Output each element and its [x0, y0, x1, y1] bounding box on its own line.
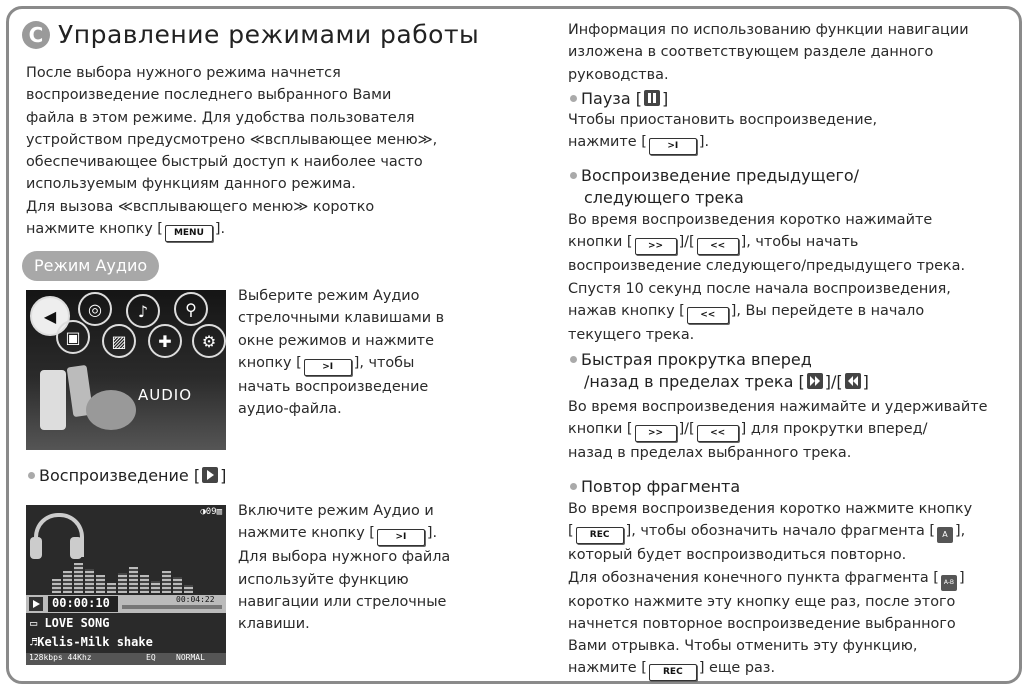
rec-key-icon: REC [649, 664, 697, 681]
text [568, 131, 1018, 155]
play-key-icon: >I [304, 359, 352, 376]
total-time: 00:04:22 [176, 595, 215, 604]
page-title: Управление режимами работы [58, 20, 480, 49]
play-button-icon [202, 467, 218, 483]
eq-bar [85, 569, 94, 593]
eq-bar [63, 571, 72, 593]
progress-track [122, 605, 222, 609]
text: Информация по использованию функции навигации [568, 22, 969, 38]
text [238, 522, 508, 546]
play-key-icon: >I [377, 529, 425, 546]
text [568, 567, 1018, 591]
bullet-icon [28, 472, 35, 479]
rewind-icon [845, 373, 861, 389]
bitrate: 128kbps 44Khz [29, 653, 92, 662]
text: кнопку [ [238, 354, 302, 371]
text: Быстрая прокрутка вперед [581, 350, 812, 369]
play-mode: NORMAL [176, 653, 205, 662]
speaker-icon: ◀ [30, 296, 70, 336]
photo-icon: ▨ [102, 324, 136, 358]
menu-key-icon: MENU [165, 225, 213, 242]
eq-bar [151, 581, 160, 593]
equalizer-visual [52, 553, 222, 593]
text: Воспроизведение предыдущего/ [581, 166, 860, 185]
text: ] [862, 372, 869, 391]
text: окне режимов и нажмите [238, 332, 434, 349]
text: Во время воспроизведения нажимайте и удерживайте [568, 399, 988, 415]
text: ] [220, 466, 227, 485]
text: следующего трека [584, 188, 744, 207]
text: Воспроизведение [ [39, 466, 201, 485]
text: навигации или стрелочные [238, 593, 447, 610]
intro-line: Для вызова ≪всплывающего меню≫ коротко [26, 198, 375, 215]
headphones-graphic [86, 390, 136, 430]
fast-scroll-heading [570, 349, 869, 393]
text: стрелочными клавишами в [238, 310, 445, 327]
bullet-icon [570, 172, 577, 179]
intro-line: После выбора нужного режима начнется [26, 65, 341, 81]
pause-button-icon [644, 90, 660, 106]
speaker-graphic [40, 370, 66, 430]
play-key-icon: >I [649, 138, 697, 155]
eq-bar [96, 575, 105, 593]
text: нажмите [ [568, 660, 647, 677]
text: Для выбора нужного файла [238, 549, 451, 566]
intro-line: устройством предусмотрено ≪всплывающее меню≫, [26, 131, 438, 148]
section-title-row [22, 20, 479, 49]
repeat-ab-icon: A-B [941, 575, 957, 591]
headphones-left-cup [30, 537, 42, 559]
text [568, 231, 1018, 255]
audio-mode-description [238, 285, 508, 420]
text: Чтобы приостановить воспроизведение, [568, 112, 878, 128]
text: начать воспроизведение [238, 378, 429, 395]
text: кнопки [ [568, 234, 633, 251]
text: изложена в соответствующем разделе данного [568, 44, 934, 61]
intro-line: воспроизведение последнего выбранного Вами [26, 87, 392, 104]
text: кнопки [ [568, 421, 633, 438]
text: Во время воспроизведения коротко нажмите кнопку [568, 501, 973, 517]
intro-line-last [26, 218, 516, 242]
prev-key-icon: << [697, 425, 739, 442]
record-icon: ◎ [78, 292, 112, 326]
text: Для обозначения конечного пункта фрагмента [ [568, 569, 939, 586]
eq-bar [118, 573, 127, 593]
text: ], чтобы начать [740, 234, 859, 251]
text: ]/[ [678, 234, 695, 251]
eq-bar [184, 585, 193, 593]
text: Включите режим Аудио и [238, 503, 434, 519]
text: который будет воспроизводиться повторно. [568, 547, 907, 564]
next-key-icon: >> [635, 238, 677, 255]
text: ]. [426, 525, 438, 542]
eq-bar [107, 583, 116, 593]
text: используйте функцию [238, 571, 409, 588]
text: Во время воспроизведения коротко нажимайте [568, 212, 933, 228]
pause-heading [570, 88, 668, 110]
folder-name: LOVE SONG [44, 616, 110, 630]
text: ]. [214, 221, 226, 238]
eq-bar [129, 567, 138, 593]
play-state-icon [29, 597, 43, 611]
track-row: ♬Kelis-Milk shake [30, 635, 153, 649]
text: аудио-файла. [238, 401, 342, 418]
progress-row [26, 595, 226, 613]
audio-mode-pill: Режим Аудио [22, 251, 159, 281]
intro-line: обеспечивающее быстрый доступ к наиболее часто [26, 154, 423, 171]
prev-key-icon: << [697, 238, 739, 255]
player-screenshot [26, 505, 226, 665]
text: ], Вы перейдете в начало [730, 302, 925, 319]
text: Повтор фрагмента [581, 477, 741, 496]
text [568, 300, 1018, 324]
text: воспроизведение следующего/предыдущего трека. [568, 258, 966, 275]
text: назад в пределах выбранного трека. [568, 445, 852, 462]
prev-next-description [568, 209, 1018, 346]
track-name: Kelis-Milk shake [37, 635, 153, 649]
settings-icon: ⚙ [192, 324, 226, 358]
eq-bar [140, 575, 149, 593]
text: Вами отрывка. Чтобы отменить эту функцию, [568, 638, 918, 655]
repeat-a-icon: A [937, 527, 953, 543]
intro-text [26, 62, 516, 242]
status-bar: ◑09▥ [200, 507, 222, 517]
intro-line: используемым функциям данного режима. [26, 176, 356, 193]
fast-scroll-description [568, 396, 1018, 465]
repeat-description [568, 498, 1018, 681]
text: нажмите [ [568, 134, 647, 151]
repeat-heading [570, 476, 740, 498]
text [238, 352, 508, 376]
navigation-info [568, 19, 1018, 86]
text: коротко нажмите эту кнопку еще раз, после этого [568, 593, 956, 610]
audio-mode-screenshot [26, 290, 226, 450]
text [568, 520, 1018, 544]
text: Пауза [ [581, 89, 642, 108]
text: клавиши. [238, 616, 310, 633]
search-icon: ⚲ [174, 292, 208, 326]
bullet-icon [570, 483, 577, 490]
eq-bar [52, 579, 61, 593]
section-c-icon: C [22, 21, 50, 49]
text: Спустя 10 секунд после начала воспроизведения, [568, 280, 951, 297]
text: начнется повторное воспроизведение выбранного [568, 615, 956, 632]
eq-bar [173, 577, 182, 593]
text: ], чтобы [353, 354, 415, 371]
bullet-icon [570, 95, 577, 102]
eq-label: EQ [146, 653, 156, 662]
info-bar [26, 653, 226, 665]
prev-next-heading [570, 165, 859, 209]
playback-description [238, 500, 508, 635]
fast-forward-icon [807, 373, 823, 389]
text: нажав кнопку [ [568, 302, 685, 319]
audio-screen-label: AUDIO [138, 386, 193, 404]
text: ] [958, 569, 965, 586]
text: [ [568, 523, 574, 540]
text: ] еще раз. [698, 660, 776, 677]
next-key-icon: >> [635, 425, 677, 442]
elapsed-time: 00:00:10 [52, 596, 110, 610]
text: ], [955, 523, 966, 540]
text: 09 [205, 507, 217, 517]
text: ] для прокрутки вперед/ [740, 421, 928, 438]
text: ]. [698, 134, 710, 151]
intro-line: файла в этом режиме. Для удобства пользователя [26, 109, 415, 126]
text: Выберите режим Аудио [238, 288, 420, 304]
prev-key-icon: << [687, 307, 729, 324]
rec-key-icon: REC [576, 527, 624, 544]
text: ] [661, 89, 669, 108]
eq-bar [74, 563, 83, 593]
text: ]/[ [678, 421, 695, 438]
text: руководства. [568, 66, 669, 83]
music-icon: ♪ [126, 294, 160, 328]
text [568, 418, 1018, 442]
text [568, 657, 1018, 681]
text: нажмите кнопку [ [26, 221, 163, 238]
text: ]/[ [824, 372, 843, 391]
pause-description [568, 109, 1018, 155]
text: текущего трека. [568, 326, 695, 343]
video-icon: ▣ [56, 320, 90, 354]
text: ], чтобы обозначить начало фрагмента [ [625, 523, 935, 540]
text: /назад в пределах трека [ [584, 372, 805, 391]
text: нажмите кнопку [ [238, 525, 375, 542]
eq-bar [162, 571, 171, 593]
playback-heading [28, 465, 226, 487]
bullet-icon [570, 356, 577, 363]
folder-row: ▭ LOVE SONG [30, 616, 110, 630]
game-icon: ✚ [148, 324, 182, 358]
